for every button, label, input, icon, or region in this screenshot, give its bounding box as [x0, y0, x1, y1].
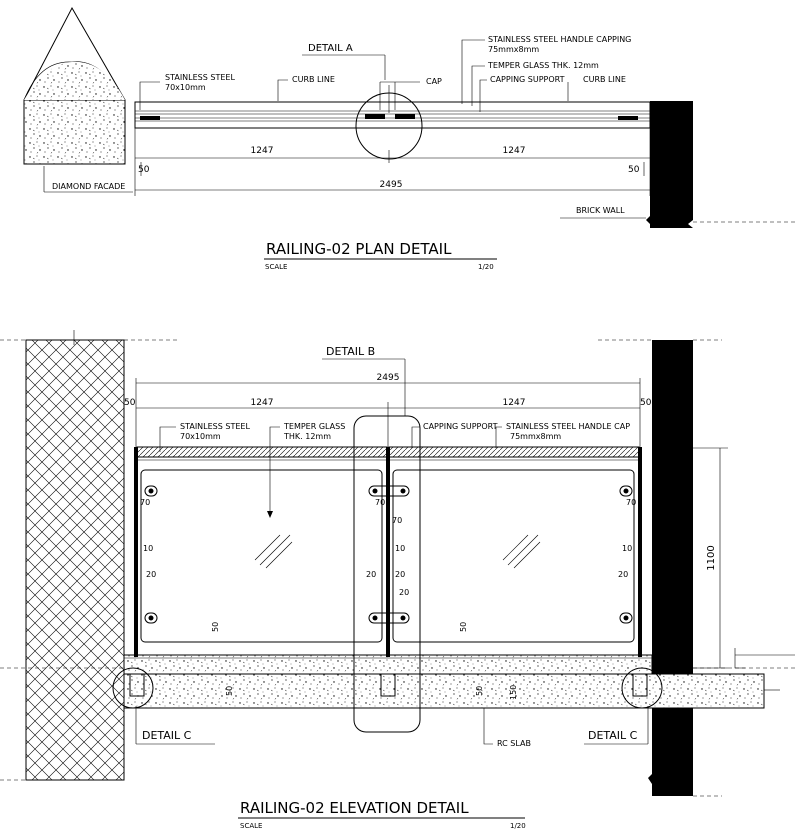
plan-labels [44, 35, 631, 215]
elev-label-rc-slab: RC SLAB [497, 739, 531, 748]
plan-label-handle-capping-size: 75mmx8mm [488, 45, 540, 54]
plan-title-block [264, 240, 497, 271]
elev-dim-20-left: 20 [146, 570, 157, 579]
plan-dim-right-panel: 1247 [502, 146, 526, 156]
elev-label-detail-b: DETAIL B [326, 345, 376, 358]
plan-label-curb-line-right: CURB LINE [583, 75, 626, 84]
elev-dim-70-right: 70 [626, 498, 637, 507]
plan-title: RAILING-02 PLAN DETAIL [266, 240, 452, 258]
elev-dim-70-mid-b: 70 [392, 516, 403, 525]
plan-dim-left-panel: 1247 [250, 146, 274, 156]
elev-label-stainless-steel: STAINLESS STEEL [180, 422, 250, 431]
plan-label-curb-line-left: CURB LINE [292, 75, 335, 84]
elevation-diamond-facade [0, 330, 180, 780]
elevation-brick-wall [598, 340, 722, 796]
elev-dim-50-base-right: 50 [475, 685, 484, 696]
elev-dim-right-panel: 1247 [502, 398, 526, 408]
elev-label-temper-glass: TEMPER GLASS [284, 422, 346, 431]
plan-label-capping-support: CAPPING SUPPORT [490, 75, 565, 84]
diamond-facade [24, 8, 125, 164]
elev-label-capping-support: CAPPING SUPPORT [423, 422, 498, 431]
elev-dim-10-left: 10 [143, 544, 154, 553]
elev-dim-20-mid-b: 20 [395, 570, 406, 579]
elevation-title: RAILING-02 ELEVATION DETAIL [240, 799, 469, 817]
plan-label-handle-capping: STAINLESS STEEL HANDLE CAPPING [488, 35, 632, 44]
elev-dim-70-left: 70 [140, 498, 151, 507]
plan-scale-label: SCALE [265, 263, 288, 271]
elev-dim-overall: 2495 [376, 373, 400, 383]
elevation-glass-left [141, 470, 382, 642]
plan-dim-right-end: 50 [628, 165, 640, 175]
elev-label-stainless-steel-size: 70x10mm [180, 432, 221, 441]
elev-dim-70-mid-a: 70 [375, 498, 386, 507]
elev-dim-50-right: 50 [459, 621, 468, 632]
elev-dim-height: 1100 [706, 545, 717, 571]
plan-label-temper-glass: TEMPER GLASS THK. 12mm [488, 61, 599, 70]
elev-dim-left-end: 50 [124, 398, 136, 408]
elev-label-handle-capping: STAINLESS STEEL HANDLE CAP [506, 422, 631, 431]
plan-label-diamond-facade: DIAMOND FACADE [52, 182, 126, 191]
elevation-glass-right [393, 470, 637, 642]
plan-label-stainless-steel-size: 70x10mm [165, 83, 206, 92]
elev-dim-20-mid-c: 20 [399, 588, 410, 597]
elev-label-temper-glass-thk: THK. 12mm [284, 432, 331, 441]
elevation-detail [0, 330, 795, 830]
plan-label-detail-a: DETAIL A [308, 43, 353, 54]
plan-label-stainless-steel: STAINLESS STEEL [165, 73, 235, 82]
plan-dim-overall: 2495 [379, 180, 403, 190]
elev-label-detail-c-left: DETAIL C [142, 729, 192, 742]
elev-dim-10-mid: 10 [395, 544, 406, 553]
elev-dim-10-right: 10 [622, 544, 633, 553]
elev-dim-50-base-left: 50 [225, 685, 234, 696]
plan-label-cap: CAP [426, 77, 442, 86]
elevation-scale-label: SCALE [240, 822, 263, 830]
elev-dim-150: 150 [509, 684, 518, 700]
elev-label-handle-capping-size: 75mmx8mm [510, 432, 562, 441]
plan-dimensions [135, 128, 650, 196]
elev-dim-left-panel: 1247 [250, 398, 274, 408]
elev-dim-50-left: 50 [211, 621, 220, 632]
plan-detail [24, 8, 795, 271]
elev-dim-right-end: 50 [640, 398, 652, 408]
plan-dim-left-end: 50 [138, 165, 150, 175]
elev-dim-20-right: 20 [618, 570, 629, 579]
elev-dim-20-mid-a: 20 [366, 570, 377, 579]
elevation-scale-value: 1/20 [510, 822, 526, 830]
elevation-title-block [238, 799, 526, 830]
elev-label-detail-c-right: DETAIL C [588, 729, 638, 742]
plan-scale-value: 1/20 [478, 263, 494, 271]
railing-plan-strip [135, 85, 650, 159]
plan-label-brick-wall: BRICK WALL [576, 206, 625, 215]
